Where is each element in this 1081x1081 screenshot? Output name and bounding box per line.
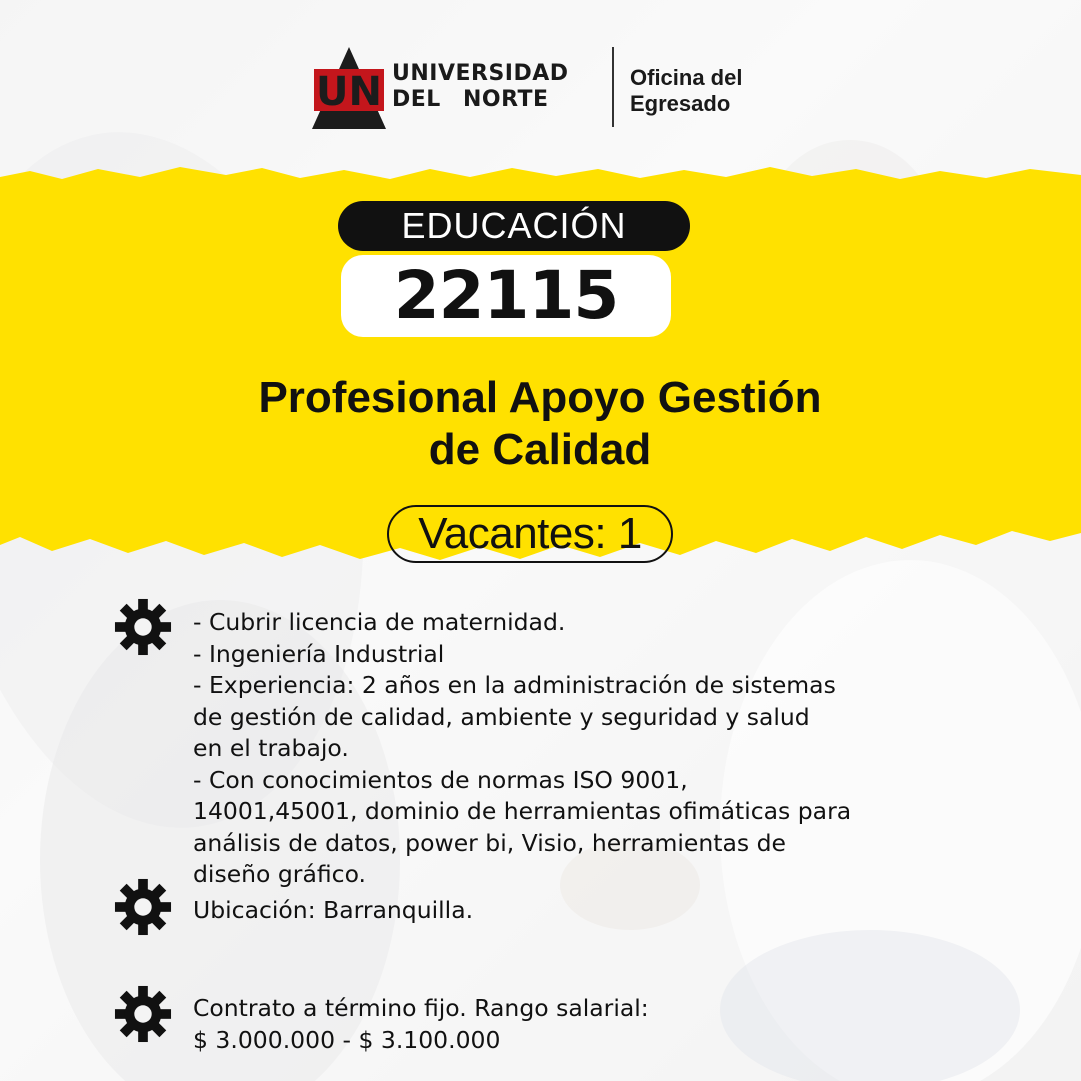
job-title (140, 372, 940, 476)
gear-icon (114, 878, 172, 936)
logo-mark-text: UN (316, 69, 382, 115)
requirement-line: diseño gráfico. (193, 860, 367, 888)
gear-icon (114, 598, 172, 656)
location-line: Ubicación: Barranquilla. (193, 896, 474, 924)
requirement-line: - Cubrir licencia de maternidad. (193, 608, 566, 636)
offer-code: 22115 (341, 255, 671, 337)
job-title-line2: de Calidad (428, 425, 652, 474)
gear-icon (114, 985, 172, 1043)
requirements-list (193, 607, 953, 891)
vacancies-badge: Vacantes: 1 (387, 505, 673, 563)
job-title-line1: Profesional Apoyo Gestión (258, 373, 822, 422)
university-name-line1: UNIVERSIDAD (392, 61, 569, 86)
requirement-line: - Ingeniería Industrial (193, 639, 445, 668)
office-name-line2: Egresado (630, 91, 731, 116)
header-divider (612, 47, 614, 127)
contract-info (193, 993, 953, 1056)
requirement-line: en el trabajo. (193, 734, 349, 762)
university-name (392, 61, 569, 113)
header (310, 45, 780, 129)
requirement-line: - Con conocimientos de normas ISO 9001, (193, 765, 688, 794)
office-name (630, 65, 742, 117)
requirement-line: de gestión de calidad, ambiente y seguridad y salud (193, 702, 810, 731)
category-badge: EDUCACIÓN (338, 201, 690, 251)
contract-line1: Contrato a término fijo. Rango salarial: (193, 994, 649, 1022)
salary-range: $ 3.000.000 - $ 3.100.000 (193, 1025, 501, 1054)
location-text (193, 895, 953, 927)
office-name-line1: Oficina del (630, 65, 743, 90)
university-name-line2: DEL NORTE (392, 87, 549, 112)
requirement-line: - Experiencia: 2 años en la administración de sistemas (193, 671, 836, 699)
requirement-line: 14001,45001, dominio de herramientas ofimáticas para (193, 797, 852, 825)
university-logo-icon (312, 47, 386, 129)
requirement-line: análisis de datos, power bi, Visio, herramientas de (193, 828, 786, 857)
